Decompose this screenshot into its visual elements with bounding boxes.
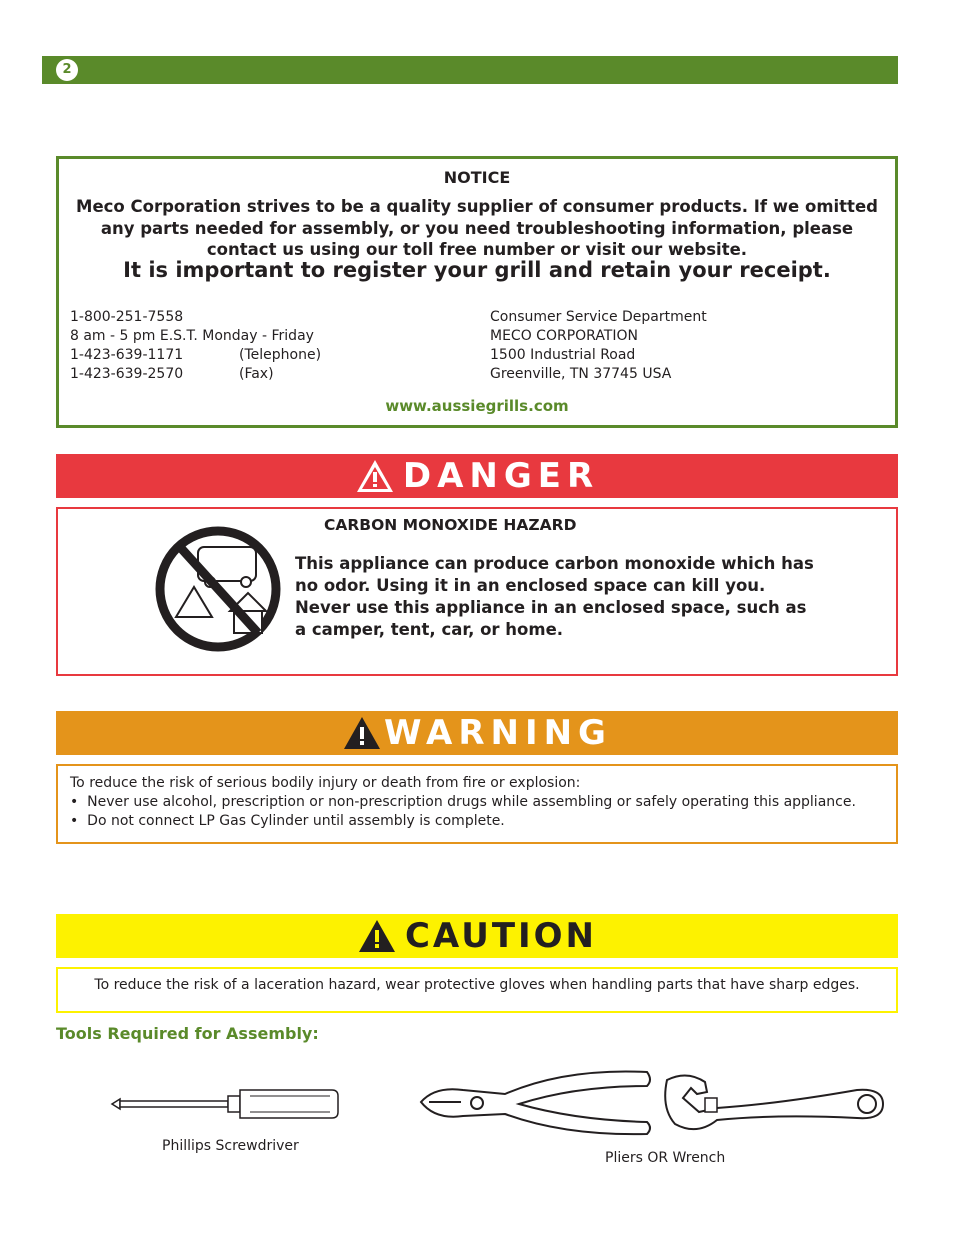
warning-triangle-icon xyxy=(342,715,382,751)
warning-text xyxy=(70,774,856,831)
co-hazard-title: CARBON MONOXIDE HAZARD xyxy=(324,516,577,534)
service-hours: 8 am - 5 pm E.S.T. Monday - Friday xyxy=(70,328,314,344)
wrench-icon xyxy=(657,1068,887,1136)
co-hazard-body: This appliance can produce carbon monoxide which has no odor. Using it in an enclosed space can kill you. Never use this appliance in an enclosed space, such as a camper, tent, car, or home. xyxy=(295,554,814,639)
warning-triangle-icon xyxy=(357,918,397,954)
telephone-label: (Telephone) xyxy=(239,347,322,363)
warning-bullet-text: Never use alcohol, prescription or non-prescription drugs while assembling or safely operating this appliance. xyxy=(87,794,856,810)
address-line: 1500 Industrial Road xyxy=(490,347,636,363)
screwdriver-label: Phillips Screwdriver xyxy=(162,1138,299,1154)
address-line: MECO CORPORATION xyxy=(490,328,638,344)
warning-bullet: • Never use alcohol, prescription or non-prescription drugs while assembling or safely operating this appliance. xyxy=(70,794,856,810)
pliers-wrench-label: Pliers OR Wrench xyxy=(605,1150,726,1166)
warning-intro: To reduce the risk of serious bodily injury or death from fire or explosion: xyxy=(70,775,581,791)
danger-label: DANGER xyxy=(402,456,600,496)
telephone-number: 1-423-639-1171 xyxy=(70,347,184,363)
warning-header xyxy=(56,711,898,755)
fax-label: (Fax) xyxy=(239,366,274,382)
caution-label: CAUTION xyxy=(404,916,598,956)
notice-body: Meco Corporation strives to be a quality supplier of consumer products. If we omitted any parts needed for assembly, or you need troubleshooting information, please contact us using our toll free number or visit our website. xyxy=(76,197,878,259)
toll-free-phone: 1-800-251-7558 xyxy=(70,309,184,325)
website-link[interactable]: www.aussiegrills.com xyxy=(385,397,569,415)
phillips-screwdriver-icon xyxy=(110,1082,342,1126)
notice-title: NOTICE xyxy=(443,168,511,187)
caution-text: To reduce the risk of a laceration hazard, wear protective gloves when handling parts that have sharp edges. xyxy=(94,977,860,993)
address-line: Consumer Service Department xyxy=(490,309,707,325)
caution-header xyxy=(56,914,898,958)
warning-label: WARNING xyxy=(384,713,612,753)
notice-register: It is important to register your grill and retain your receipt. xyxy=(123,258,831,282)
page-number: 2 xyxy=(56,59,78,81)
warning-triangle-icon xyxy=(355,458,395,494)
contact-address xyxy=(490,308,707,384)
no-enclosed-space-icon xyxy=(154,525,282,653)
contact-labels xyxy=(239,346,321,384)
page-header-bar xyxy=(42,56,898,84)
fax-number: 1-423-639-2570 xyxy=(70,366,184,382)
danger-header xyxy=(56,454,898,498)
address-line: Greenville, TN 37745 USA xyxy=(490,366,672,382)
tools-title: Tools Required for Assembly: xyxy=(56,1024,319,1043)
warning-bullet: • Do not connect LP Gas Cylinder until assembly is complete. xyxy=(70,813,505,829)
warning-bullet-text: Do not connect LP Gas Cylinder until assembly is complete. xyxy=(87,813,505,829)
pliers-icon xyxy=(415,1064,655,1140)
